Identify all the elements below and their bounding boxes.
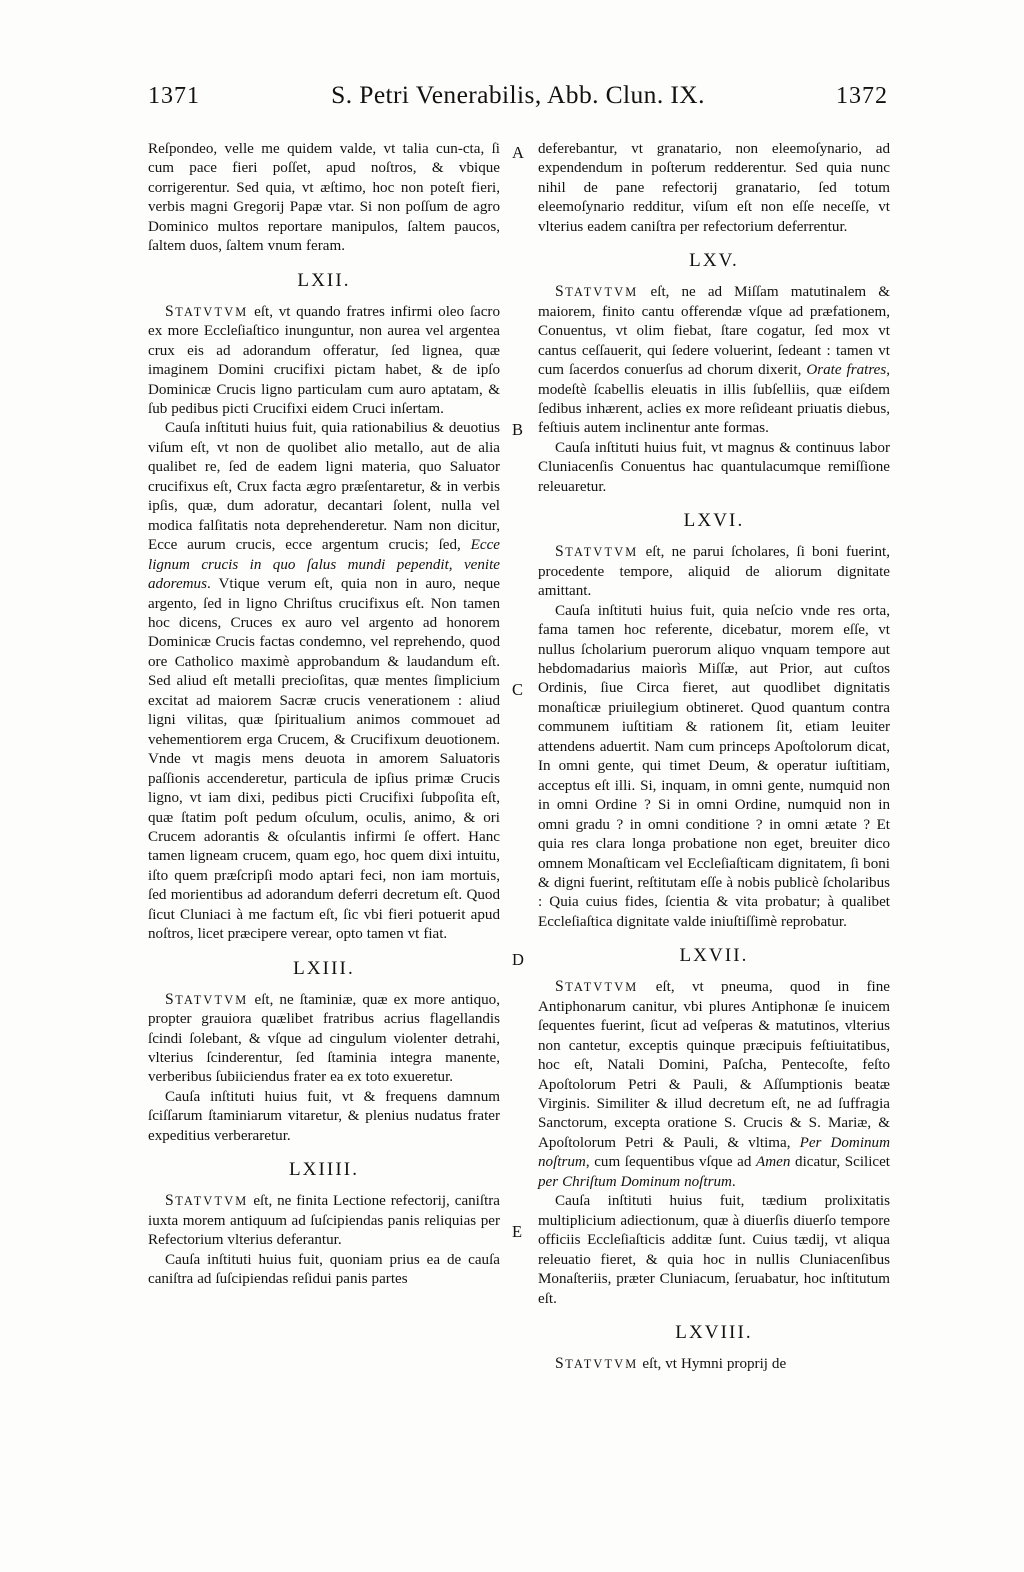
statute-text-part-1: eſt, vt pneuma, quod in fine Antiphonarum canitur, vbi plures Antiphonæ ſe inuicem ſequentes fuerint, ſicut ad veſperas & matutinos, vlterius non cantetur, exceptis quinque præcipuis feſtiuitatibus, hoc eſt, Natali Domini, Paſcha, Pentecoſte, feſto Apoſtolorum Petri & Pauli, & Aſſumptionis beatæ Virginis. Similiter & illud decretum eſt, ne ad ſuffragia Sanctorum, excepta oratione S. Crucis & S. Mariæ, & Apoſtolorum Petri & Pauli, & vltima,	[538, 979, 890, 1151]
statute-opener-smallcaps: TATVTVM	[175, 304, 249, 319]
statute-opener	[165, 990, 249, 1008]
statute-opener-initial: S	[555, 283, 566, 301]
section-heading-lxviii: LXVIII.	[675, 1322, 753, 1344]
statute-opener	[165, 302, 249, 320]
paragraph-continuation: Reſpondeo, velle me quidem valde, vt talia cun-cta, ſi cum pace fieri poſſet, apud noſtros, & vbique corrigerentur. Sed quia, vt æſtimo, hoc non poteſt fieri, verbis magni Gregorij Papæ vtar. Si non poſſum de agro Dominico multos reportare manipulos, ſaltem paucos, ſaltem duos, ſaltem vnum feram.	[148, 141, 500, 255]
statute-opener-smallcaps: TATVTVM	[565, 545, 639, 560]
section-heading-lxvii: LXVII.	[679, 945, 749, 967]
statute-opener-smallcaps: TATVTVM	[175, 992, 249, 1007]
running-head	[148, 80, 888, 120]
statute-opener-initial: S	[165, 990, 176, 1008]
section-heading-lxvi: LXVI.	[683, 510, 745, 532]
statute-text: eſt, ne ſtaminiæ, quæ ex more antiquo, propter grauiora quælibet fratribus acrius flagellandis ſcindi ſolebant, & vſque ad cingulum violenter detrahi, vlterius ſcinderentur, ſed ſtaminia integra manente, verberibus ſubiiciendus frater ea ex toto exueretur.	[148, 991, 500, 1086]
statute-opener-smallcaps: TATVTVM	[565, 980, 639, 995]
statute-paragraph-lxii	[148, 302, 500, 420]
margin-letter-e: E	[512, 1222, 523, 1241]
statute-text-part-2: , cum ſequentibus vſque ad	[585, 1154, 757, 1171]
cause-paragraph-lxvi: Cauſa inſtituti huius fuit, quia neſcio vnde res orta, fama tamen hoc referente, dicebatur, morem eſſe, vt nullus ſcholarium puerorum aliquo vnquam tempore aut hebdomadarius maiorìs Miſſæ, aut Prior, aut cuſtos Ordinis, ſiue Circa fieret, aut quodlibet dignitatis monaſticæ priuilegium obtineret. Quod quantum contra communem iuſtitiam & rationem ſit, etiam leuiter attendens aduertit. Nam cum princeps Apoſtolorum dicat, In omni gente, qui timet Deum, & operatur iuſtitiam, acceptus eſt illi. Si, inquam, in omni gente, numquid non in omni Ordine ? Si in omni Ordine, numquid non in omni gradu ? in omni conditione ? in omni ætate ? Et quia res clara longa probatione non eget, breuiter dico omnem Monaſticam vel Eccleſiaſticam dignitatem, ſi boni & digni fuerint, reſtitutam eſſe à nobis publicè ſcholaribus : Quia cuius fides, ſcientia & vita probatur; à qualibet Eccleſiaſtica dignitate valde iniuſtiſſimè reprobatur.	[538, 602, 890, 930]
statute-text-part-3: dicatur, Scilicet	[790, 1154, 891, 1171]
statute-text: eſt, vt Hymni proprij de	[638, 1356, 787, 1373]
cause-text-part-2: . Vtique verum eſt, quia non in auro, neque argento, ſed in ligno Chriſtus crucifixus eſt. Non tamen hoc dicens, Cruces ex auro vel argento ad honorem Dominicæ Crucis factas condemno, vel reprehendo, quod ore Catholico maximè approbandum & laudandum eſt. Sed aliud eſt metalli precioſitas, quæ mentes ſimplicium excitat ad maiorem Sacræ crucis venerationem : aliud ligni vilitas, quæ ſpiritualium animos commouet ad vehementiorem erga Crucem, & Crucifixum deuotionem. Vnde vt magis mens deuota in amorem Saluatoris paſſionis accenderetur, particula de ipſius primæ Crucis ligno, vt iam dixi, pedibus picti Crucifixi ſubpoſita eſt, quæ ſtatim poſt pedum oſculum, oculis, animo, & ori Crucem adorantis & oſculantis infirmi ſe offert. Hanc tamen ligneam crucem, quam ego, hoc quem dixi intuitu, iſto quem præſcripſi modo aptari feci, non iam mortuis, ſed morientibus ad adorandum deferri decretum eſt. Quod ſicut Cluniaci à me factum eſt, ſic vbi fieri potuerit apud noſtros, licet præcipere verear, opto tamen vt fiat.	[148, 576, 500, 943]
statute-opener	[555, 980, 638, 994]
cause-paragraph-lxvii: Cauſa inſtituti huius fuit, tædium prolixitatis multiplicium adiectionum, quæ à diuerſis diuerſo tempore officiis Eccleſiaſticis additæ ſunt. Cuius tædij, vt aliqua releuatio fieret, & quia hoc in nullis Cluniacenſibus Monaſteriis, præter Cluniacum, ſeruabatur, hoc inſtitutum eſt.	[538, 1193, 890, 1307]
cause-paragraph-lxiii: Cauſa inſtituti huius fuit, vt & frequens damnum ſciſſarum ſtaminiarum vitaretur, & plenius nudatus frater expeditius verberaretur.	[148, 1088, 500, 1144]
statute-paragraph-lxviii	[538, 1354, 890, 1374]
statute-opener-smallcaps: TATVTVM	[175, 1194, 249, 1209]
liturgical-phrase-italic-2: Amen	[756, 1154, 791, 1171]
left-text-column	[148, 140, 500, 1480]
section-heading-lxiii: LXIII.	[293, 957, 355, 979]
section-heading-lxii: LXII.	[297, 269, 351, 291]
statute-opener-initial: S	[165, 1192, 176, 1210]
statute-opener-smallcaps: TATVTVM	[565, 1357, 639, 1372]
liturgical-phrase-italic-1: Per Dominum noſtrum	[538, 1134, 891, 1171]
section-heading-lxv: LXV.	[689, 250, 739, 272]
statute-text: eſt, ne finita Lectione refectorij, caniſtra iuxta morem antiquum ad ſuſcipiendas panis reliquias per Refectorium vlterius deferantur.	[148, 1193, 500, 1249]
statute-text-part-2: , modeſtè ſcabellis eleuatis in illis ſubſelliis, quæ eiſdem ſedibus inhærent, aclies ex more reſideant priuatis diebus, feſtiuis autem inclinentur ante formas.	[538, 362, 890, 437]
statute-opener-initial: S	[555, 978, 566, 996]
paragraph-continuation: deferebantur, vt granatario, non eleemoſynario, ad expendendum in poſterum redderentur. Sed quia nunc nihil de pane refectorij granatario, ſed totum eleemoſynario redditur, viſum eſt non eſſe neceſſe, vt vlterius eadem caniſtra per refectorium deferrentur.	[538, 141, 890, 235]
margin-letter-d: D	[512, 950, 524, 969]
folio-number-left: 1371	[148, 83, 200, 109]
cause-text-part-1: Cauſa inſtituti huius fuit, quia rationabilius & deuotius viſum eſt, vt non de quolibet alio metallo, aut de alia qualibet re, ſed de eadem ligni materia, quo Saluator crucifixus eſt, Crux facta ægro præſentaretur, & in verbis ipſis, quæ, dum adoratur, decantari ſolent, nulla vel modica falſitatis nota deprehenderetur. Nam non dicitur, Ecce aurum crucis, ecce argentum crucis; ſed,	[148, 420, 500, 554]
statute-opener	[555, 1357, 638, 1371]
statute-text: eſt, vt quando fratres infirmi oleo ſacro ex more Eccleſiaſtico inunguntur, non aurea vel argentea crux eis ad adorandum offeratur, ſed lignea, quæ imaginem Domini crucifixi pictam habet, & de ipſo Dominicæ Crucis ligno particulam cum auro aptatam, & ſub pedibus picti Crucifixi eidem Cruci inſertam.	[148, 303, 500, 417]
cause-paragraph-lxiiii: Cauſa inſtituti huius fuit, quoniam prius ea de cauſa caniſtra ad ſuſcipiendas reſidui panis partes	[148, 1251, 500, 1288]
margin-letter-a: A	[512, 143, 524, 162]
statute-paragraph-lxvii	[538, 977, 890, 1192]
statute-paragraph-lxvi	[538, 542, 890, 601]
statute-text-part-4: .	[731, 1173, 736, 1190]
statute-paragraph-lxv	[538, 282, 890, 439]
margin-letter-b: B	[512, 420, 524, 439]
text-body	[148, 140, 890, 1480]
statute-opener-initial: S	[555, 1355, 566, 1373]
statute-paragraph-lxiiii	[148, 1191, 500, 1250]
section-heading-lxiiii: LXIIII.	[288, 1159, 360, 1181]
quoted-antiphon-italic: Ecce lignum crucis in quo ſalus mundi pependit, venite adoremus	[148, 537, 500, 593]
statute-opener-initial: S	[555, 543, 566, 561]
folio-number-right: 1372	[835, 83, 888, 109]
statute-opener-initial: S	[165, 302, 176, 320]
statute-opener	[165, 1194, 248, 1208]
statute-text: eſt, ne parui ſcholares, ſi boni fuerint, procedente tempore, aliquid de aliorum dignitate amittant.	[538, 544, 890, 600]
liturgical-phrase-italic-3: per Chriſtum Dominum noſtrum	[538, 1173, 732, 1190]
cause-paragraph-lxii	[148, 419, 500, 944]
statute-opener-smallcaps: TATVTVM	[565, 285, 639, 300]
page-title: S. Petri Venerabilis, Abb. Clun. IX.	[331, 80, 705, 109]
quoted-phrase-italic: Orate fratres	[806, 362, 887, 379]
statute-paragraph-lxiii	[148, 990, 500, 1088]
margin-letter-c: C	[512, 680, 524, 699]
cause-paragraph-lxv: Cauſa inſtituti huius fuit, vt magnus & continuus labor Cluniacenſis Conuentus hac quantulacumque remiſſione releuaretur.	[538, 439, 890, 495]
statute-text-part-1: eſt, ne ad Miſſam matutinalem & maiorem, finito cantu offerendæ vſque ad præfationem, Conuentus, vt olim fiebat, ſtare cogatur, ſed mox vt cantus ceſſauerit, qui ſedere voluerint, ſedeant : tamen vt cum ſacerdos conuerſus ad chorum dixerit,	[538, 284, 890, 379]
right-text-column	[538, 140, 890, 1480]
statute-opener	[555, 285, 638, 299]
statute-opener	[555, 545, 638, 559]
